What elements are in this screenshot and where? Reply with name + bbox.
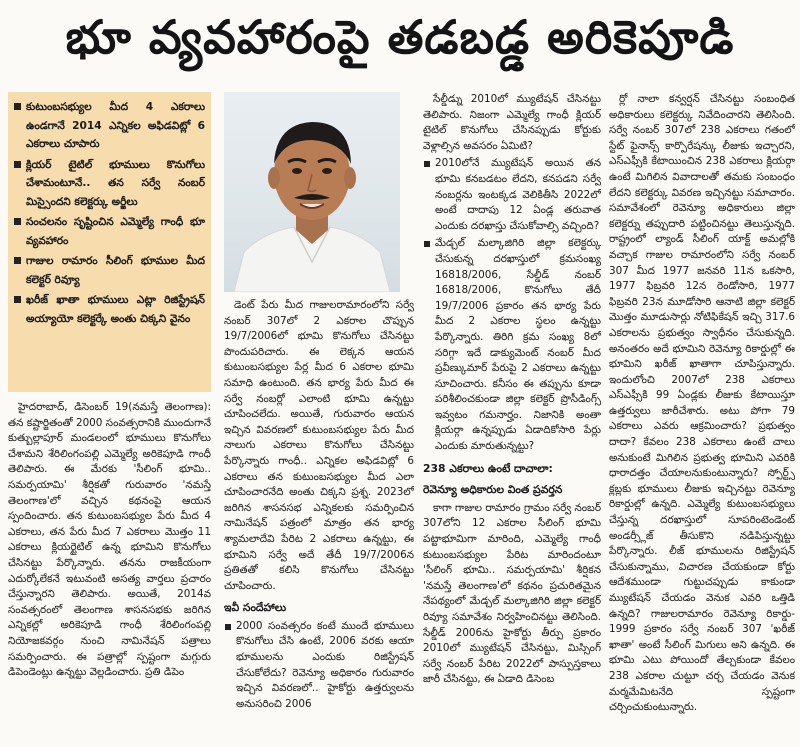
highlight-item: గాజుల రామారం సీలింగ్ భూముల మీద కలెక్టర్ రివ్యూ bbox=[14, 252, 205, 289]
highlight-item: క్లియర్ టైటిల్ భూములు కొనుగోలు చేశామంటూనే.. తన సర్వే నంబర్ మిస్సైందని కలెక్టర్కు అర్జీలు bbox=[14, 156, 205, 212]
highlight-item: సంచలనం సృష్టించిన ఎమ్మెల్యే గాంధీ భూ వ్యవహారం bbox=[14, 213, 205, 250]
subhead-revenue-officials: రెవెన్యూ అధికారుల వింత ప్రవర్తన bbox=[423, 483, 563, 497]
paragraph: సేల్డీడ్ను 2010లో మ్యుటేషన్ చేసినట్టు తెలిపారు. నిజంగా ఎమ్మెల్యే గాంధీ క్లియర్ టైటిల్ కొనుగోలు చేసినప్పుడు కోర్టుకు వెళ్లాల్సిన అవసరం ఏమిటి? bbox=[423, 93, 601, 152]
headline: భూ వ్యవహారంపై తడబడ్డ అరికెపూడి bbox=[65, 10, 735, 64]
bullet-paragraph: 2000 సంవత్సరం కంటే ముందే భూములు కొనుగోలు చేసి ఉంటే, 2006 వరకు ఆయా భూములను ఎందుకు రిజిస్ట్రేషన్ చేసుకోలేదు? రెవెన్యూ అధికారం గురువారం ఇచ్చిన వివరణలో.. హైకోర్టు ఉత్తర్వులను అనుసరించి 2006 bbox=[224, 619, 414, 713]
portrait-photo bbox=[224, 92, 400, 292]
paragraph: ర్లో నాలా కన్వర్షన్ చేసినట్టు సంబంధిత అధికారులు కలెక్టర్కు నివేదించారని తెలిసింది. సర్వే నంబర్ 307లో 238 ఎకరాలు గతంలో స్టేట్ ఫైనాన్స్ కార్పొరేషన్కు లీజుకు ఇచ్చారని, ఎస్ఎఫ్సీకి కేటాయించిన 238 ఎకరాలు క్లియర్గా ఉంటే మిగిలిన వివాదాలతో తమకు సంబంధం లేదని కలెక్టర్కు వివరణ ఇచ్చినట్టు సమాచారం. సమావేశంలో రెవెన్యూ అధికారులు జిల్లా కలెక్టర్ను తప్పుదారి పట్టించినట్టు తెలుస్తున్నది. రాష్ట్రంలో ల్యాండ్ సీలింగ్ యాక్ట్ అమల్లోకి వచ్చాక గాజుల రామారంలోని సర్వే నంబర్ 307 మీద 1977 జనవరి 11న ఒకసారి, 1977 ఫిబ్రవరి 12న రెండోసారి, 1977 ఫిబ్రవరి 23న మూడోసారి ఆనాటి జిల్లా కలెక్టర్ మొత్తం మూడుసార్లు నోటిఫికేషన్ ఇచ్చి 317.6 ఎకరాలను ప్రభుత్వం స్వాధీనం చేసుకున్నది. అనంతరం అదే భూమిని రెవెన్యూ రికార్డుల్లో ఈ భూమిని ఖరీజ్ ఖాతాగా చూపిస్తున్నారు. ఇందులోంచి 2007లో 238 ఎకరాలు ఎస్ఎఫ్సీకి 99 ఏండ్లకు లీజుకు కేటాయిస్తూ ఉత్తర్వులు జారీచేశారు. అటు పోగా 79 ఎకరాలు ఎవరు ఆక్రమించారు? ప్రభుత్వం దాదా? కేవలం 238 ఎకరాలు ఉంటే చాలు అనుకుంటే మిగిలిన ప్రభుత్వ భూమిని ఎవరికి ధారాదత్తం చేయాలనుకుంటున్నారు? స్పోర్ట్స్ క్లబ్లకు భూములు లీజుకు ఇచ్చినట్టు రెవెన్యూ రికార్డుల్లో ఉన్నది. ఎమ్మెల్యే కుటుంబసభ్యులు చేస్తున్న దరఖాస్తులో సూపరింటెండెంట్ అండర్స్లీజ్ తీసుకొని నడిపిస్తున్నట్టు పేర్కొన్నారు. లీజ్ భూములను రిజిస్ట్రేషన్ చేసుకున్నాము, విచారణ చేయకుండా కోర్టు ఆదేశముండా గుట్టుచప్పుడు కాకుండా మ్యుటేషన్ చేయడం వెనుక ఎవరి ఒత్తిడి ఉన్నది? గాజులరామారం రెవెన్యూ రికార్డు- 1999 ప్రకారం సర్వే నంబర్ 307 'ఖరీజ్ ఖాతా' అంటే సీలింగ్ మిగులు అని ఉన్నది. ఈ భూమి ఎటు పోయిందో తేల్చకుండా కేవలం 238 ఎకరాల చుట్టూ చర్చ చేయడం వెనుక మర్మమేమిటనేది స్పష్టంగా చర్చించుకుంటున్నారు. bbox=[609, 93, 795, 714]
highlights-box bbox=[8, 92, 211, 392]
column-3 bbox=[423, 92, 601, 743]
bullet-paragraph: మేడ్చల్ మల్కాజిగిరి జిల్లా కలెక్టర్కు చేసుకున్న దరఖాస్తులో క్రమసంఖ్య 16818/2006, సేల్డీడ్ నంబర్ 16818/2006, కొనుగోలు తేదీ 19/7/2006 ప్రకారం తన భార్య పేరు మీద 2 ఎకరాల స్థలం ఉన్నట్టు పేర్కొన్నారు. తిరిగి క్రమ సంఖ్య 8లో సరిగ్గా ఇదే డాక్యుమెంట్ నంబర్ మీద ప్రవీణ్కుమార్ పేరుపై 2 ఎకరాలు ఉన్నట్టు సూచించారు. కనీసం ఈ తప్పును కూడా పరిశీలించకుండా జిల్లా కలెక్టర్ ప్రొసీడింగ్స్ ఇవ్వటం గమనార్హం. నిజానికి అంతా క్లియర్గా ఉన్నప్పుడు ఏడాదికోసారి పేర్లు ఎందుకు మారుతున్నట్టు? bbox=[423, 236, 601, 454]
column-1 bbox=[8, 92, 211, 743]
subhead-238-acres: 238 ఎకరాలు ఉంటే దాచాలా: bbox=[423, 461, 553, 475]
highlight-item: కుటుంబసభ్యుల మీద 4 ఎకరాలు ఉండగానే 2014 ఎన్నికల అఫిడవిట్లో 6 ఎకరాలు చూపారు bbox=[14, 98, 205, 154]
column-2 bbox=[224, 92, 414, 743]
paragraph: హైదరాబాద్, డిసెంబర్ 19(నమస్తే తెలంగాణ): తన కష్టార్జితంతో 2000 సంవత్సరానికి ముందుగానే కుత్బుల్లాపూర్ మండలంలో భూములు కొనుగోలు చేశామని శేరిలింగంపల్లి ఎమ్మెల్యే అరికెపూడి గాంధీ తెలిపారు. ఈ మేరకు 'సీలింగ్ భూమి.. సమర్పయామి' శీర్షికతో గురువారం 'నమస్తే తెలంగాణ'లో వచ్చిన కథనంపై ఆయన స్పందించారు. తన కుటుంబసభ్యుల పేరు మీద 4 ఎకరాలు, తన పేరు మీద 7 ఎకరాలు మొత్తం 11 ఎకరాలు క్లియర్టైటిల్ ఉన్న భూమిని కొనుగోలు చేసినట్టు పేర్కొన్నారు. తనను రాజకీయంగా ఎదుర్కోలేకనే ఇటువంటి అసత్య వార్తలు ప్రచారం చేస్తున్నారని తెలిపారు. అయితే, 2014వ సంవత్సరంలో తెలంగాణ శాసనసభకు జరిగిన ఎన్నికల్లో అరికెపూడి గాంధీ శేరిలింగంపల్లి నియోజకవర్గం నుంచి నామినేషన్ పత్రాలు సమర్పించారు. ఈ పత్రాల్లో స్పష్టంగా మగ్గురు డిపెండెంట్లు ఉన్నట్టు వెల్లడించారు. ప్రతి డిపెం bbox=[8, 401, 211, 679]
person-portrait-icon bbox=[224, 92, 400, 292]
subhead-doubts: ఇవీ సందేహాలు bbox=[224, 601, 287, 615]
bullet-paragraph: 2010లోనే మ్యుటేషన్ అయిన తన భూమి కనబడటం లేదని, కనపడని సర్వే నంబర్లను ఇంటక్కడ వెలికితీసి 2022లో అంటే దాదాపు 12 ఏండ్ల తరువాత ఎందుకు దరఖాస్తు చేసుకోవాల్సి వచ్చింది? bbox=[423, 156, 601, 234]
paragraph: డెంట్ పేరు మీద గాజులరామారంలోని సర్వే నంబర్ 307లో 2 ఎకరాల చొప్పున 19/7/2006లో భూమి కొనుగోలు చేసినట్టు పొందుపరిచారు. ఈ లెక్కన ఆయన కుటుంబసభ్యుల పేర్ల మీద 6 ఎకరాల భూమి సమాధి ఉంటుంది. తన భార్య పేరు మీద ఈ సర్వే నంబర్లో ఎలాంటి భూమి ఉన్నట్టు చూపించలేదు. అయితే, గురువారం ఆయన ఇచ్చిన వివరణలో కుటుంబసభ్యుల పేరు మీద నాలుగు ఎకరాలు కొనుగోలు చేసినట్టు పేర్కొన్నారు గాంధీ.. ఎన్నికల అఫిడవిట్లో 6 ఎకరాలు తన కుటుంబసభ్యుల మీద ఎలా చూపించారనేది అంతు చిక్కని ప్రశ్న. 2023లో జరిగిన శాసనసభ ఎన్నికలకు సమర్పించిన నామినేషన్ పత్రంలో మాత్రం తన భార్య శ్యామలాదేవి పేరిట 2 ఎకరాలు ఉన్నట్టు, ఈ భూమిని సర్వే అదే తేదీ 19/7/2006న ప్రతితతో కలిసి కొనుగోలు చేసినట్టు చూపించారు. bbox=[224, 299, 414, 592]
paragraph: కాగా గాజుల రామారం గ్రామం సర్వే నంబర్ 307లోని 12 ఎకరాల సీలింగ్ భూమి పట్టాభూమిగా మారింది, ఎమ్మెల్యే గాంధీ కుటుంబసభ్యుల పేరిట మారిందంటూ 'సీలింగ్ భూమి.. సమర్పయామి' శీర్షికన 'నమస్తే తెలంగాణ'లో కథనం ప్రచురితమైన నేపథ్యంలో మేడ్చల్ మల్కాజిగిరి జిల్లా కలెక్టర్ రివ్యూ సమావేశం నిర్వహించినట్టు తెలిసింది. సేల్డీడ్ 2006ను హైకోర్టు తీర్పు ప్రకారం 2010లో మ్యుటేషన్ చేసినట్టు, మిస్సింగ్ సర్వే నంబర్ పేరిట 2022లో పాస్పుస్తకాలు జారీ చేసినట్టు, ఈ ఏడాది డిసెంబ bbox=[423, 501, 601, 686]
article-body bbox=[8, 92, 794, 743]
column-4 bbox=[609, 92, 795, 743]
highlight-item: ఖరీజ్ ఖాతా భూములు ఎట్లా రిజిస్ట్రేషన్ అయ్యాయో కలెక్టర్కే అంతు చిక్కని వైనం bbox=[14, 291, 205, 328]
